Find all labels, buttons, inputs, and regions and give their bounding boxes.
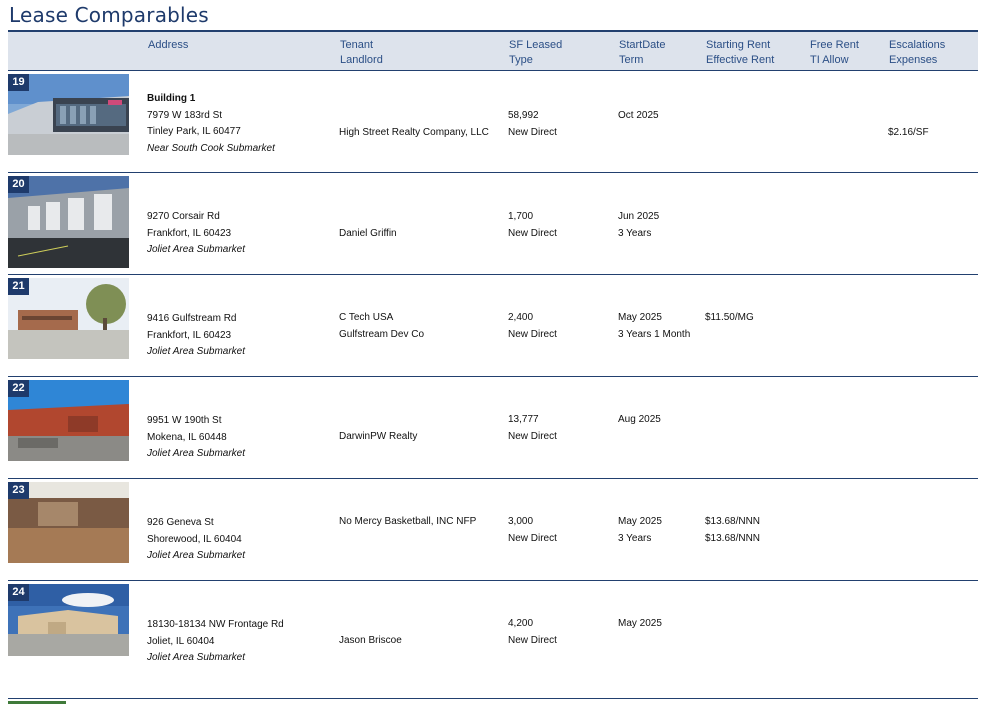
tenant <box>339 412 417 429</box>
header-date-term: StartDate Term <box>619 39 666 66</box>
city-state-zip: Shorewood, IL 60404 <box>147 533 242 545</box>
submarket: Near South Cook Submarket <box>147 142 275 154</box>
term: 3 Years <box>618 532 652 544</box>
lease-type: New Direct <box>508 227 557 239</box>
sf-leased: 3,000 <box>508 516 534 527</box>
date-term-cell <box>618 310 690 343</box>
tenant-landlord-cell <box>339 616 402 649</box>
street-address: 9951 W 190th St <box>147 415 222 426</box>
rent-cell <box>705 310 754 343</box>
landlord: Gulfstream Dev Co <box>339 328 425 340</box>
rent-cell <box>705 514 760 547</box>
submarket: Joliet Area Submarket <box>147 550 246 561</box>
lease-type: New Direct <box>508 430 557 442</box>
lease-type: New Direct <box>508 328 557 340</box>
sf-leased: 2,400 <box>508 312 534 323</box>
tenant-landlord-cell <box>339 514 476 547</box>
property-photo <box>8 176 129 268</box>
tenant <box>339 616 402 633</box>
sf-type-cell <box>508 209 557 242</box>
table-row <box>8 71 978 173</box>
city-state-zip: Mokena, IL 60448 <box>147 431 227 443</box>
tenant-landlord-cell <box>339 412 417 445</box>
lease-type: New Direct <box>508 634 557 646</box>
submarket: Joliet Area Submarket <box>147 652 246 663</box>
date-term-cell <box>618 514 662 547</box>
esc-exp-cell <box>888 108 929 141</box>
sf-type-cell <box>508 514 557 547</box>
city-state-zip: Tinley Park, IL 60477 <box>147 126 241 137</box>
comp-number-badge: 21 <box>8 278 29 295</box>
landlord: Jason Briscoe <box>339 634 402 646</box>
landlord: High Street Realty Company, LLC <box>339 126 489 138</box>
lease-type: New Direct <box>508 532 557 544</box>
street-address: 7979 W 183rd St <box>147 109 223 121</box>
tenant <box>339 108 489 125</box>
submarket: Joliet Area Submarket <box>147 346 246 357</box>
ti-allow <box>809 125 812 142</box>
city-state-zip: Frankfort, IL 60423 <box>147 329 232 341</box>
effective-rent <box>705 125 708 142</box>
landlord <box>339 531 476 548</box>
submarket: Joliet Area Submarket <box>147 448 246 459</box>
sf-type-cell <box>508 108 557 141</box>
sf-type-cell <box>508 412 557 445</box>
starting-rent <box>705 108 708 125</box>
landlord: Daniel Griffin <box>339 227 397 239</box>
address-cell <box>147 91 275 157</box>
start-date: Oct 2025 <box>618 110 659 121</box>
footer-divider <box>8 698 978 699</box>
tenant: No Mercy Basketball, INC NFP <box>339 516 477 527</box>
start-date: May 2025 <box>618 312 662 323</box>
header-rent: Starting Rent Effective Rent <box>706 39 775 66</box>
start-date: May 2025 <box>618 618 662 629</box>
street-address: 9416 Gulfstream Rd <box>147 313 237 324</box>
table-row <box>8 173 978 275</box>
header-sf-type: SF Leased Type <box>509 39 563 66</box>
tenant <box>339 209 397 226</box>
building-name: Building 1 <box>147 93 196 104</box>
property-photo <box>8 380 129 461</box>
comp-number-badge: 19 <box>8 74 29 91</box>
start-date: Jun 2025 <box>618 211 660 222</box>
address-cell <box>147 311 245 361</box>
lease-type: New Direct <box>508 126 557 138</box>
address-cell <box>147 515 245 565</box>
landlord: DarwinPW Realty <box>339 430 418 442</box>
street-address: 18130-18134 NW Frontage Rd <box>147 619 284 630</box>
header-free-ti: Free Rent TI Allow <box>810 39 859 66</box>
address-cell <box>147 413 245 463</box>
table-row <box>8 479 978 581</box>
street-address: 9270 Corsair Rd <box>147 211 220 222</box>
start-date: May 2025 <box>618 516 662 527</box>
sf-leased: 4,200 <box>508 618 534 629</box>
header-address: Address <box>148 39 189 51</box>
header-tenant-landlord: Tenant Landlord <box>340 39 383 66</box>
tenant: C Tech USA <box>339 312 394 323</box>
free-rent <box>809 108 812 125</box>
tenant-landlord-cell <box>339 310 424 343</box>
effective-rent <box>705 327 754 344</box>
page-title: Lease Comparables <box>9 3 209 27</box>
property-photo <box>8 74 129 155</box>
free-ti-cell <box>809 108 812 141</box>
address-cell <box>147 209 245 259</box>
header-esc-exp: Escalations Expenses <box>889 39 946 66</box>
property-photo <box>8 278 129 359</box>
sf-leased: 13,777 <box>508 414 539 425</box>
address-cell <box>147 617 284 667</box>
date-term-cell <box>618 108 659 141</box>
city-state-zip: Frankfort, IL 60423 <box>147 227 232 239</box>
sf-type-cell <box>508 616 557 649</box>
table-row <box>8 275 978 377</box>
comp-number-badge: 22 <box>8 380 29 397</box>
start-date: Aug 2025 <box>618 414 661 425</box>
tenant-landlord-cell <box>339 108 489 141</box>
submarket: Joliet Area Submarket <box>147 244 246 255</box>
term <box>618 125 659 142</box>
starting-rent: $11.50/MG <box>705 312 754 323</box>
effective-rent: $13.68/NNN <box>705 532 761 544</box>
rent-cell <box>705 108 708 141</box>
comp-number-badge: 20 <box>8 176 29 193</box>
date-term-cell <box>618 209 659 242</box>
table-row <box>8 581 978 683</box>
comp-number-badge: 24 <box>8 584 29 601</box>
table-header <box>8 30 978 71</box>
date-term-cell <box>618 412 661 429</box>
expenses: $2.16/SF <box>888 126 929 138</box>
sf-leased: 58,992 <box>508 110 539 121</box>
table-row <box>8 377 978 479</box>
street-address: 926 Geneva St <box>147 517 214 528</box>
comp-number-badge: 23 <box>8 482 29 499</box>
tenant-landlord-cell <box>339 209 397 242</box>
sf-leased: 1,700 <box>508 211 534 222</box>
property-photo <box>8 584 129 656</box>
sf-type-cell <box>508 310 557 343</box>
term: 3 Years <box>618 227 652 239</box>
escalations <box>888 108 929 125</box>
starting-rent: $13.68/NNN <box>705 516 761 527</box>
term: 3 Years 1 Month <box>618 328 691 340</box>
property-photo <box>8 482 129 563</box>
date-term-cell <box>618 616 662 633</box>
city-state-zip: Joliet, IL 60404 <box>147 635 215 647</box>
